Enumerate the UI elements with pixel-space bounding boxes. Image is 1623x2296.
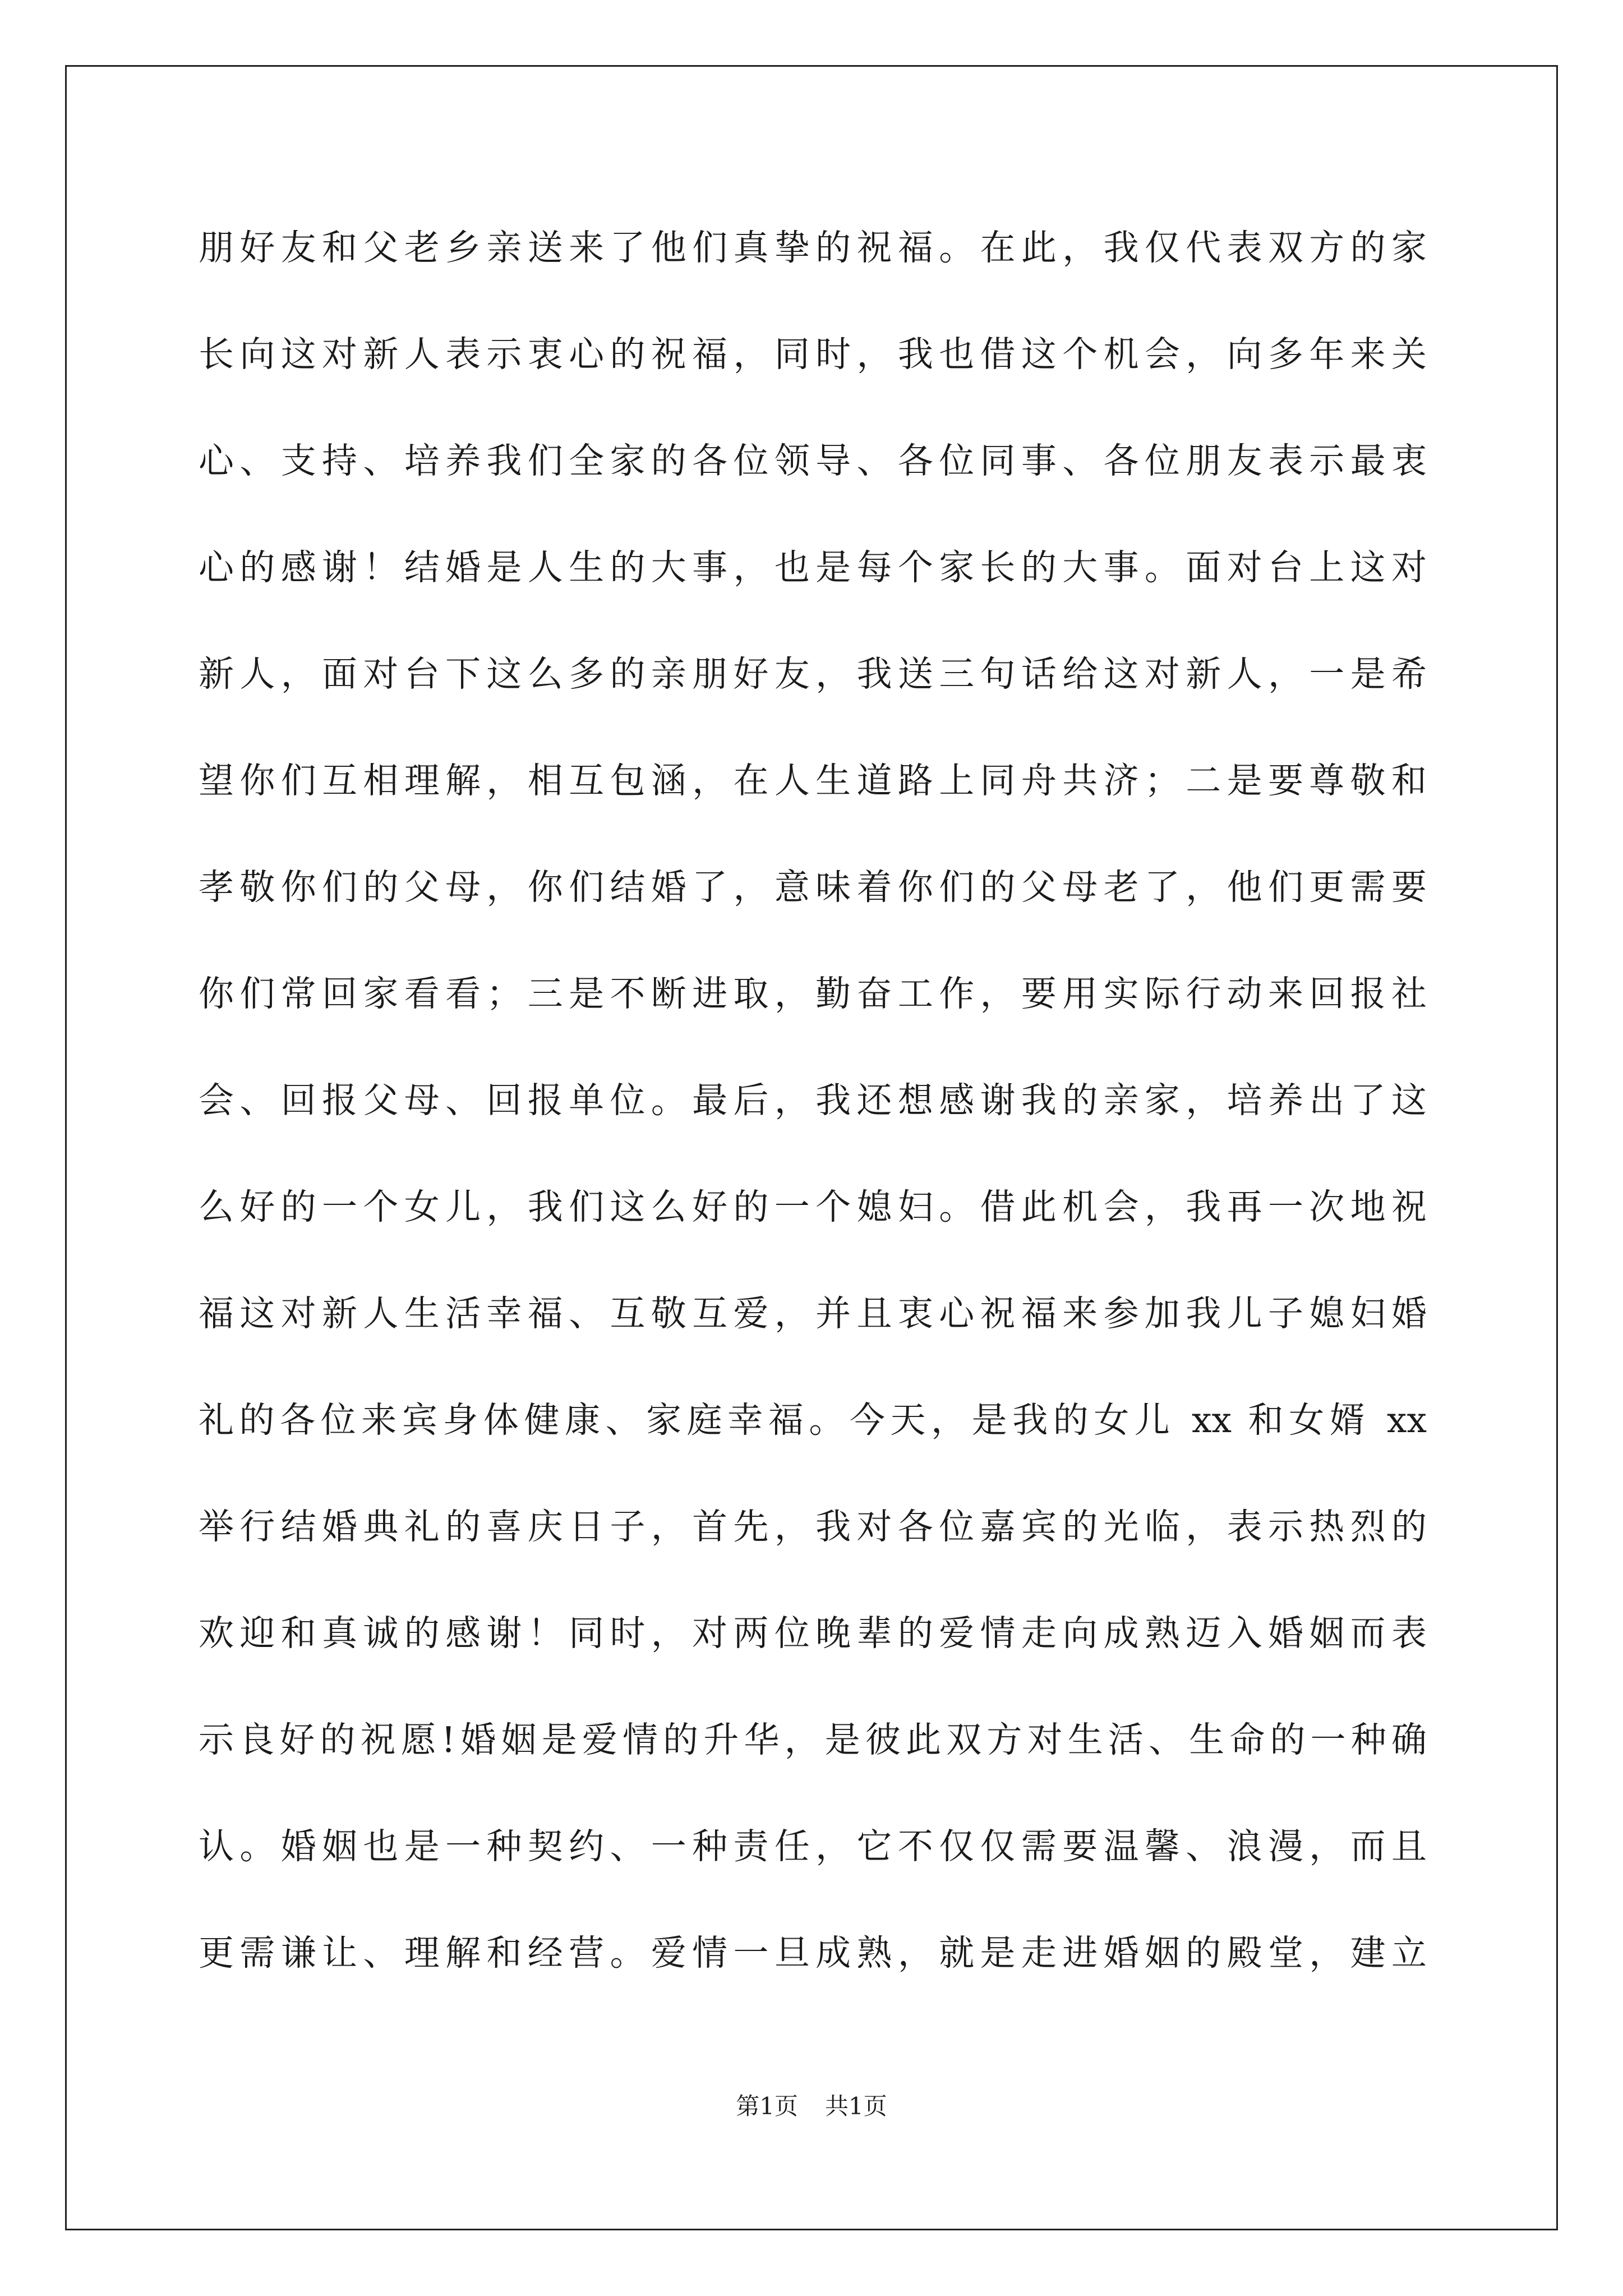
page-count: 共1页	[825, 2092, 887, 2120]
page-number: 第1页	[736, 2092, 798, 2120]
paragraph-line: 礼的各位来宾身体健康、家庭幸福。今天，是我的女儿 xx 和女婿 xx	[199, 1400, 1427, 1441]
paragraph-line: 更需谦让、理解和经营。爱情一旦成熟，就是走进婚姻的殿堂，建立	[199, 1932, 1427, 1973]
paragraph-line: 新人，面对台下这么多的亲朋好友，我送三句话给这对新人，一是希	[199, 654, 1427, 694]
page-footer	[0, 2090, 1623, 2123]
paragraph-line: 你们常回家看看；三是不断进取，勤奋工作，要用实际行动来回报社	[199, 973, 1427, 1014]
paragraph-line: 会、回报父母、回报单位。最后，我还想感谢我的亲家，培养出了这	[199, 1080, 1427, 1121]
paragraph-line: 福这对新人生活幸福、互敬互爱，并且衷心祝福来参加我儿子媳妇婚	[199, 1293, 1427, 1334]
document-body	[199, 214, 1427, 2026]
paragraph-line: 心、支持、培养我们全家的各位领导、各位同事、各位朋友表示最衷	[199, 440, 1427, 481]
paragraph-line: 么好的一个女儿，我们这么好的一个媳妇。借此机会，我再一次地祝	[199, 1186, 1427, 1227]
paragraph-line: 示良好的祝愿!婚姻是爱情的升华，是彼此双方对生活、生命的一种确	[199, 1719, 1427, 1760]
paragraph-line: 长向这对新人表示衷心的祝福，同时，我也借这个机会，向多年来关	[199, 334, 1427, 375]
paragraph-line: 认。婚姻也是一种契约、一种责任，它不仅仅需要温馨、浪漫，而且	[199, 1826, 1427, 1867]
paragraph-line: 朋好友和父老乡亲送来了他们真挚的祝福。在此，我仅代表双方的家	[199, 227, 1427, 268]
paragraph-line: 心的感谢！结婚是人生的大事，也是每个家长的大事。面对台上这对	[199, 547, 1427, 588]
paragraph-line: 孝敬你们的父母，你们结婚了，意味着你们的父母老了，他们更需要	[199, 867, 1427, 908]
paragraph-line: 望你们互相理解，相互包涵，在人生道路上同舟共济；二是要尊敬和	[199, 760, 1427, 801]
paragraph-line: 欢迎和真诚的感谢！同时，对两位晚辈的爱情走向成熟迈入婚姻而表	[199, 1613, 1427, 1654]
paragraph-line: 举行结婚典礼的喜庆日子，首先，我对各位嘉宾的光临，表示热烈的	[199, 1506, 1427, 1547]
